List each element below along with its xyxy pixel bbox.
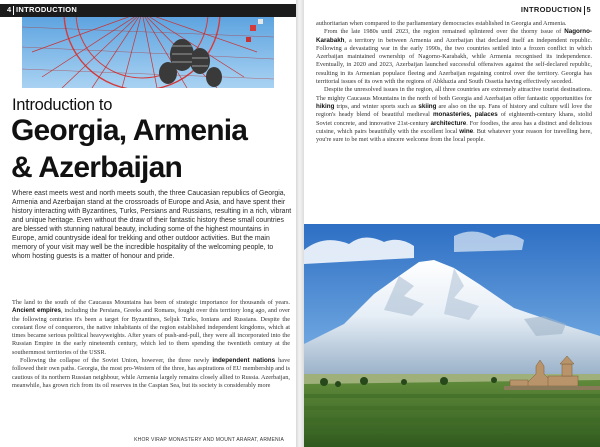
section-title-right: INTRODUCTION <box>520 5 582 14</box>
highlight-term: independent nations <box>212 357 276 365</box>
body-paragraph <box>316 28 592 86</box>
body-text-left <box>12 299 290 390</box>
body-paragraph <box>12 357 290 390</box>
text-run: of eighteenth-century khans, stolid Soviet concrete, and innovative 21st-century <box>316 111 592 127</box>
highlight-term: skiing <box>418 102 437 110</box>
body-text-right <box>316 20 592 144</box>
text-run: have followed their own paths. Georgia, the most pro-Western of the three, has aspirations of EU membership and is cautious of its northern Russian neighbour, while Armenia largely remains closely allied to Russia. Azerbaijan, meanwhile, has grown rich from its oil reserves in the Caspian Sea, but its society is considerably more <box>12 357 290 389</box>
text-run: The land to the south of the Caucasus Mountains has been of strategic importance for thousands of years. <box>12 299 290 306</box>
highlight-term: architecture <box>430 119 467 127</box>
text-run: . For foodies, the area has a distinct and delicious cuisine, which pairs beautifully with the excellent local <box>316 119 592 135</box>
text-run: , including the Persians, Greeks and Romans, fought over this territory long ago, and over the following centuries it's been a target for Byzantines, Seljuk Turks, Ionians and Russians. Despite the constant flow of conquerors, the native inhabitants of the region established independent kingdoms, which at times became serious political heavyweights. After years of push-and-pull, they were all incorporated into the Russian Empire in the early nineteenth century, which led to them spending the twentieth century at the southernmost territories of the USSR. <box>12 307 290 356</box>
book-gutter <box>296 0 304 447</box>
highlight-term: Nagorno-Karabakh <box>316 28 592 44</box>
chapter-title-line2: & Azerbaijan <box>11 151 183 184</box>
chapter-kicker: Introduction to <box>12 96 113 114</box>
text-run: , a territory in between Armenia and Azerbaijan that declared itself an independent republic. Following a devastating war in the early 1990s, the two countries settled into a frozen conflict in which Azerbaijan maintained ownership of Nagorno-Karabakh, while Armenia recognised its independence. Eventually, in 2020 and 2023, Azerbaijan launched successful offensives against the self-declared republic, resulting in its Armenian populace fleeing and Azerbaijan regaining control over the territory. Georgia has territorial issues of its own with the regions of Abkhazia and South Ossetia having effectively seceded. <box>316 36 592 86</box>
left-page <box>0 0 296 447</box>
page-number-left: 4 <box>7 5 12 14</box>
highlight-term: monasteries, palaces <box>432 111 498 119</box>
lead-paragraph: Where east meets west and north meets south, the three Caucasian republics of Georgia, Armenia and Azerbaijan stand at the crossroads of Europe and Asia, and have spent their history interacting with Byzantines, Turks, Persians and Russians, resulting in a rich, vibrant and unique heritage. Even without the draw of their fantastic history these small countries are blessed with stunning natural beauty, including some of the highest mountains in Europe, amid countryside ideal for trekking and other outdoor activities. But the main memory of your visit may well be the incredible hospitality of the welcoming people, to whom hosting guests is a matter of honour and pride. <box>12 190 292 260</box>
text-run: . But whatever your reason for travelling here, you're sure to be met with a sincere welcome from the local people. <box>316 127 592 144</box>
body-paragraph: authoritarian when compared to the parliamentary democracies established in Georgia and Armenia. <box>316 20 567 27</box>
text-run: trips, and winter sports such as <box>334 102 419 110</box>
running-header-left <box>0 4 296 17</box>
body-paragraph <box>12 299 290 357</box>
chapter-title-line1: Georgia, Armenia <box>11 114 248 147</box>
highlight-term: wine <box>459 127 474 135</box>
page-number-right: 5 <box>586 5 591 14</box>
body-paragraph <box>316 86 592 144</box>
highlight-term: hiking <box>316 102 335 110</box>
text-run: are also on the up. Fans of history and culture will love the region's heady blend of beautiful medieval <box>316 102 593 119</box>
photo-caption: KHOR VIRAP MONASTERY AND MOUNT ARARAT, ARMENIA <box>134 437 284 443</box>
text-run: Despite the unresolved issues in the region, all three countries are extremely attractive tourist destinations. The mighty Caucasus Mountains in the north of both Georgia and Azerbaijan offer fantastic opportunities for <box>316 86 592 102</box>
section-title-left: INTRODUCTION <box>16 5 78 14</box>
highlight-term: Ancient empires <box>12 307 61 315</box>
photo-mount-ararat-monastery <box>304 224 600 447</box>
running-header-right <box>304 4 596 17</box>
hero-photo-ferris-wheel <box>22 17 274 88</box>
text-run: From the late 1980s until 2023, the region remained splintered over the thorny issue of <box>324 28 565 36</box>
right-page <box>304 0 600 447</box>
text-run: Following the collapse of the Soviet Union, however, the three newly <box>20 357 213 365</box>
